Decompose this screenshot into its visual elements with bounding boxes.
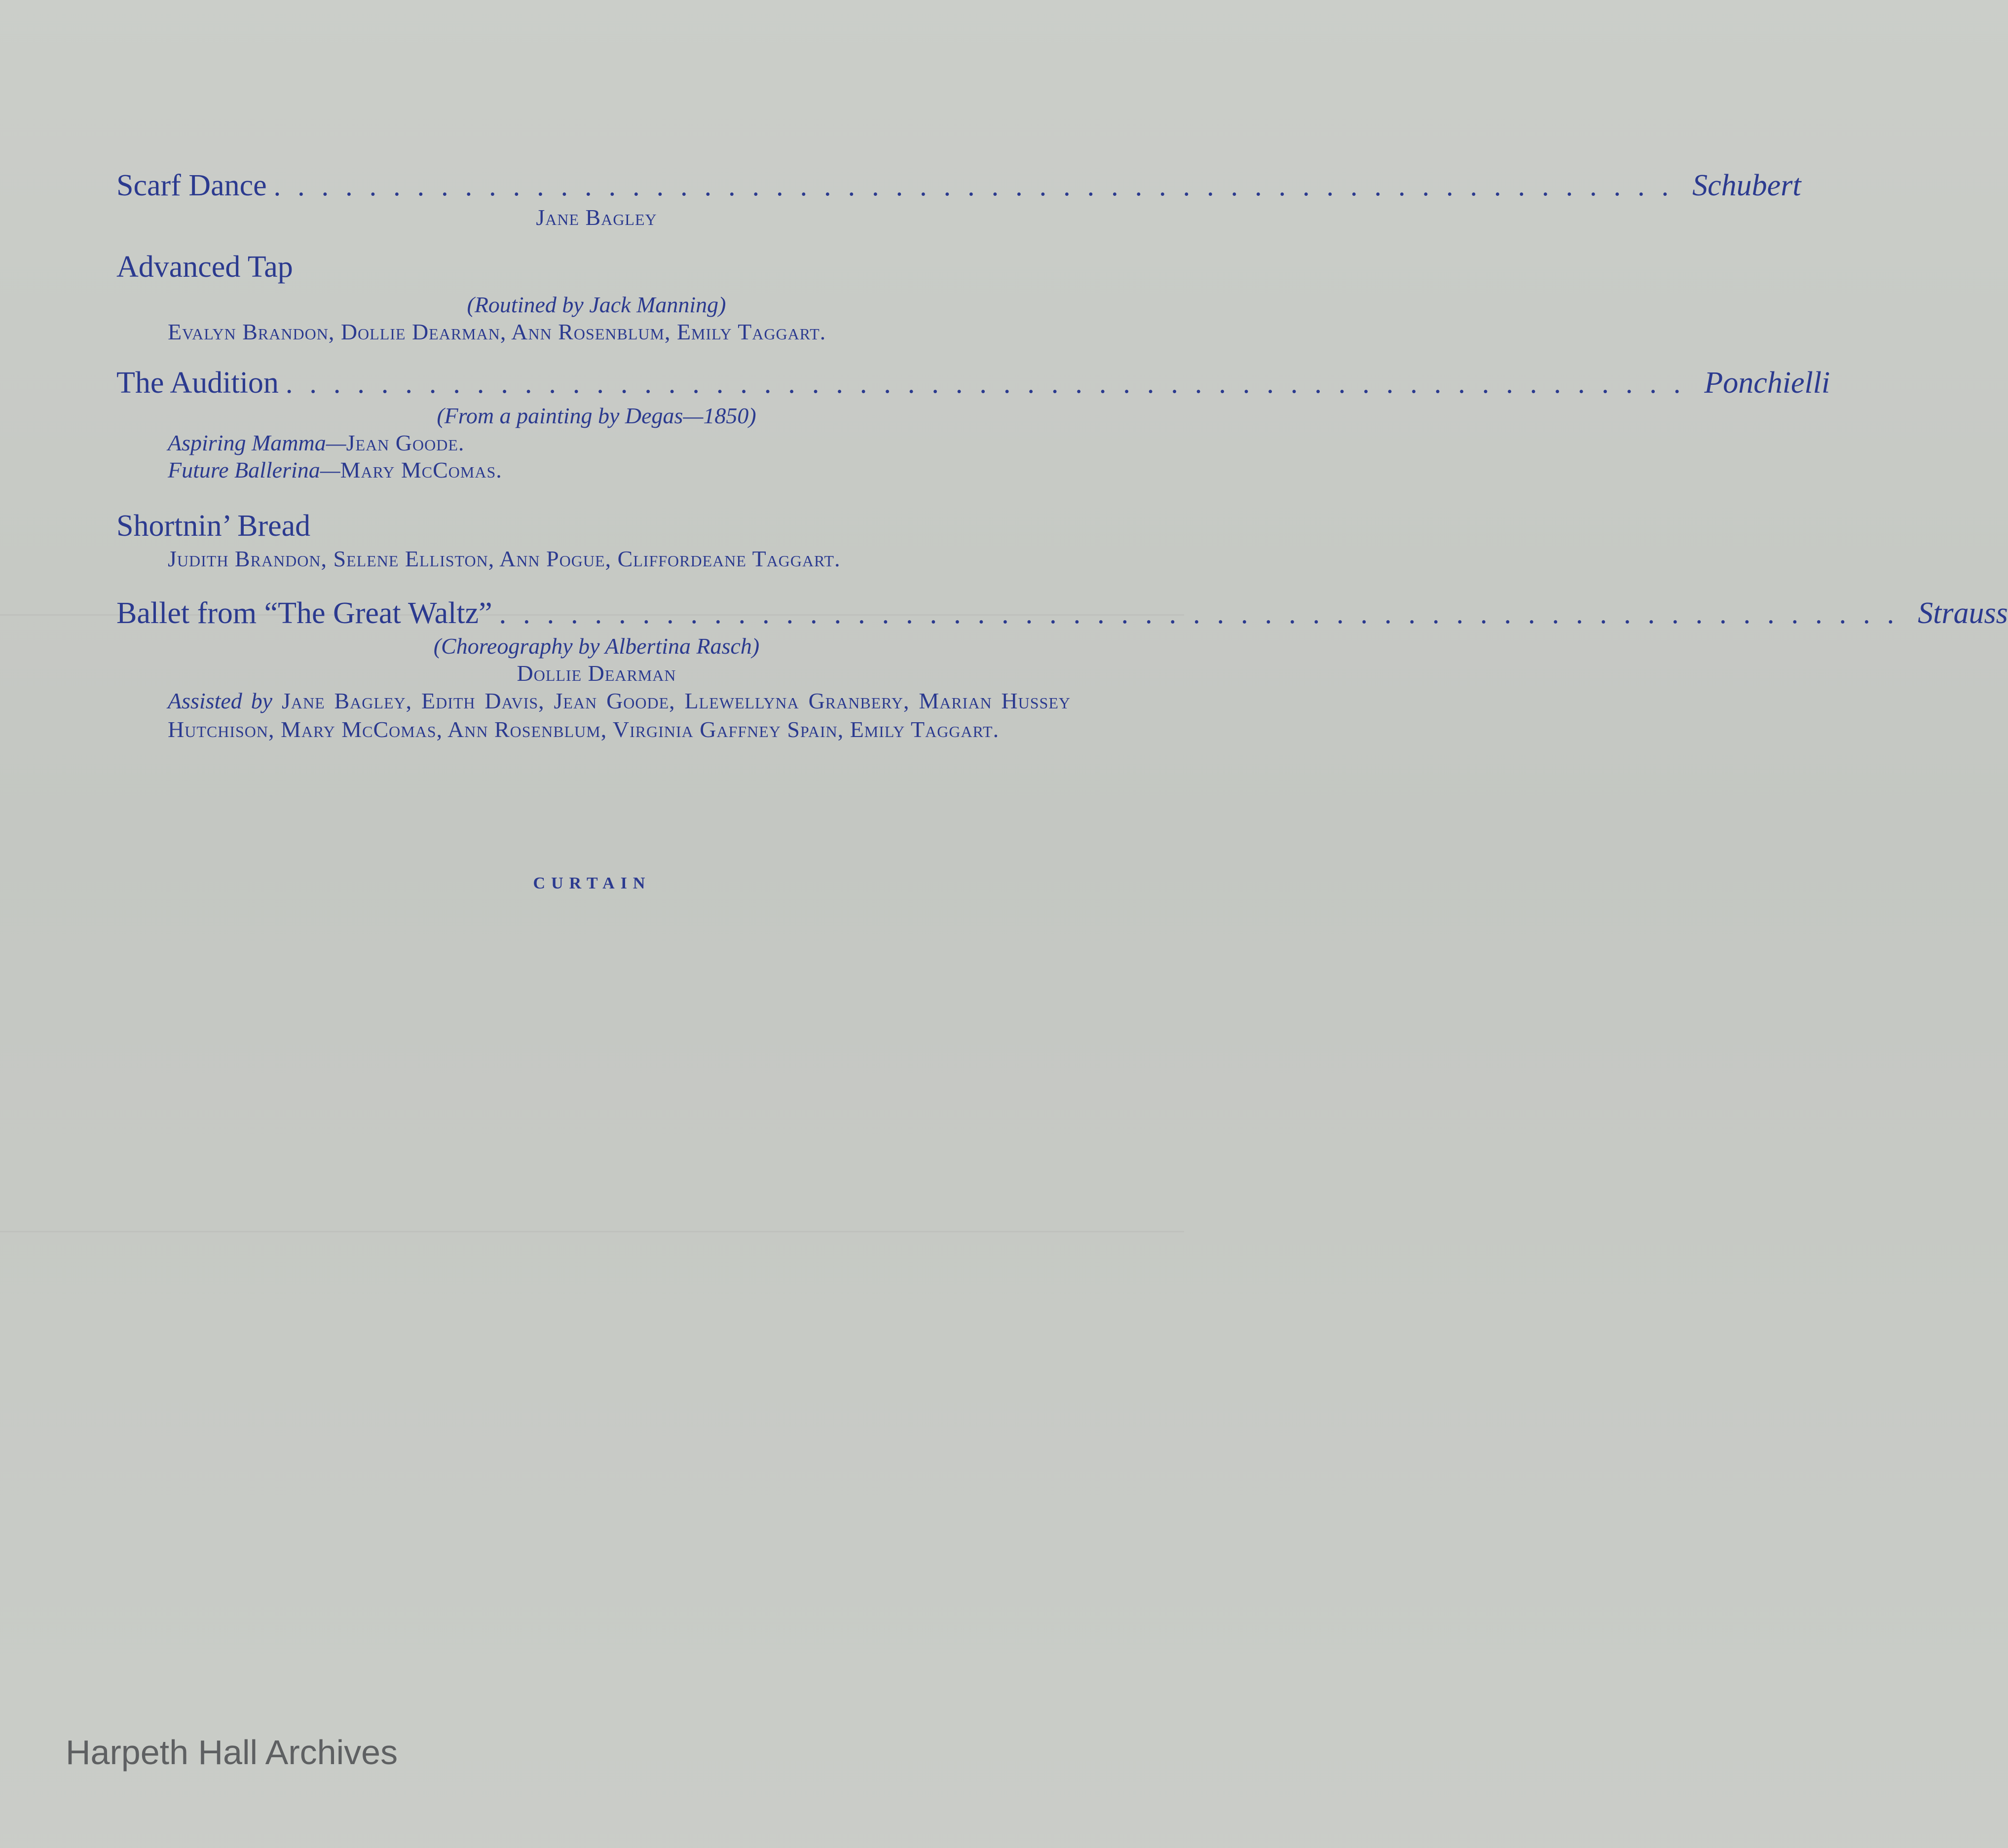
entry-composer: Strauss <box>1918 596 2008 630</box>
dot-leader: ........................................................... <box>273 170 1686 202</box>
paper-fold-line <box>0 1231 1184 1232</box>
entry-lead-performer: Dollie Dearman <box>517 661 676 686</box>
role-performer: Jean Goode. <box>346 430 465 456</box>
entry-title: Scarf Dance <box>116 169 267 202</box>
program-entry-scarf-dance <box>116 169 1801 231</box>
entry-title: Ballet from “The Great Waltz” <box>116 596 492 630</box>
entry-title: The Audition <box>116 366 279 400</box>
entry-title-row <box>116 366 1830 400</box>
role-label: Future Ballerina— <box>168 457 340 483</box>
dot-leader: ........................................................... <box>499 597 1911 629</box>
role-label: Aspiring Mamma— <box>168 430 346 456</box>
program-entry-advanced-tap <box>116 252 1077 345</box>
entry-title: Shortnin’ Bread <box>116 509 311 543</box>
entry-composer: Schubert <box>1692 169 1801 202</box>
role-performer: Mary McComas. <box>340 457 502 483</box>
program-entry-the-audition <box>116 366 1830 484</box>
program-entry-shortnin-bread <box>116 511 1077 572</box>
entry-title-row <box>116 511 1077 541</box>
entry-note: (Routined by Jack Manning) <box>467 292 726 317</box>
assisting-names: Jane Bagley, Edith Davis, Jean Goode, Llewellyna Granbery, Marian Hussey Hutchison, Mary McComas, Ann Rosenblum, Virginia Gaffney Spain, Emily Taggart. <box>168 688 1071 742</box>
entry-title-row <box>116 596 2008 630</box>
entry-note: (Choreography by Albertina Rasch) <box>433 633 760 659</box>
entry-performers: Judith Brandon, Selene Elliston, Ann Pogue, Cliffordeane Taggart. <box>168 546 841 571</box>
role-line <box>116 456 1077 483</box>
entry-title-row <box>116 169 1801 202</box>
curtain-label: CURTAIN <box>533 874 651 892</box>
entry-note: (From a painting by Degas—1850) <box>437 403 756 428</box>
archive-watermark: Harpeth Hall Archives <box>66 1733 398 1772</box>
entry-composer: Ponchielli <box>1704 366 1830 400</box>
entry-title-row <box>116 252 1077 282</box>
entry-performers: Jane Bagley <box>536 205 657 230</box>
assisted-by-label: Assisted by <box>168 688 273 714</box>
program-entry-great-waltz <box>116 596 2008 743</box>
dot-leader: ........................................................... <box>285 367 1698 399</box>
entry-title: Advanced Tap <box>116 250 293 284</box>
entry-performers: Evalyn Brandon, Dollie Dearman, Ann Rosenblum, Emily Taggart. <box>168 319 826 345</box>
entry-assisting-performers <box>116 687 1077 743</box>
role-line <box>116 429 1077 456</box>
